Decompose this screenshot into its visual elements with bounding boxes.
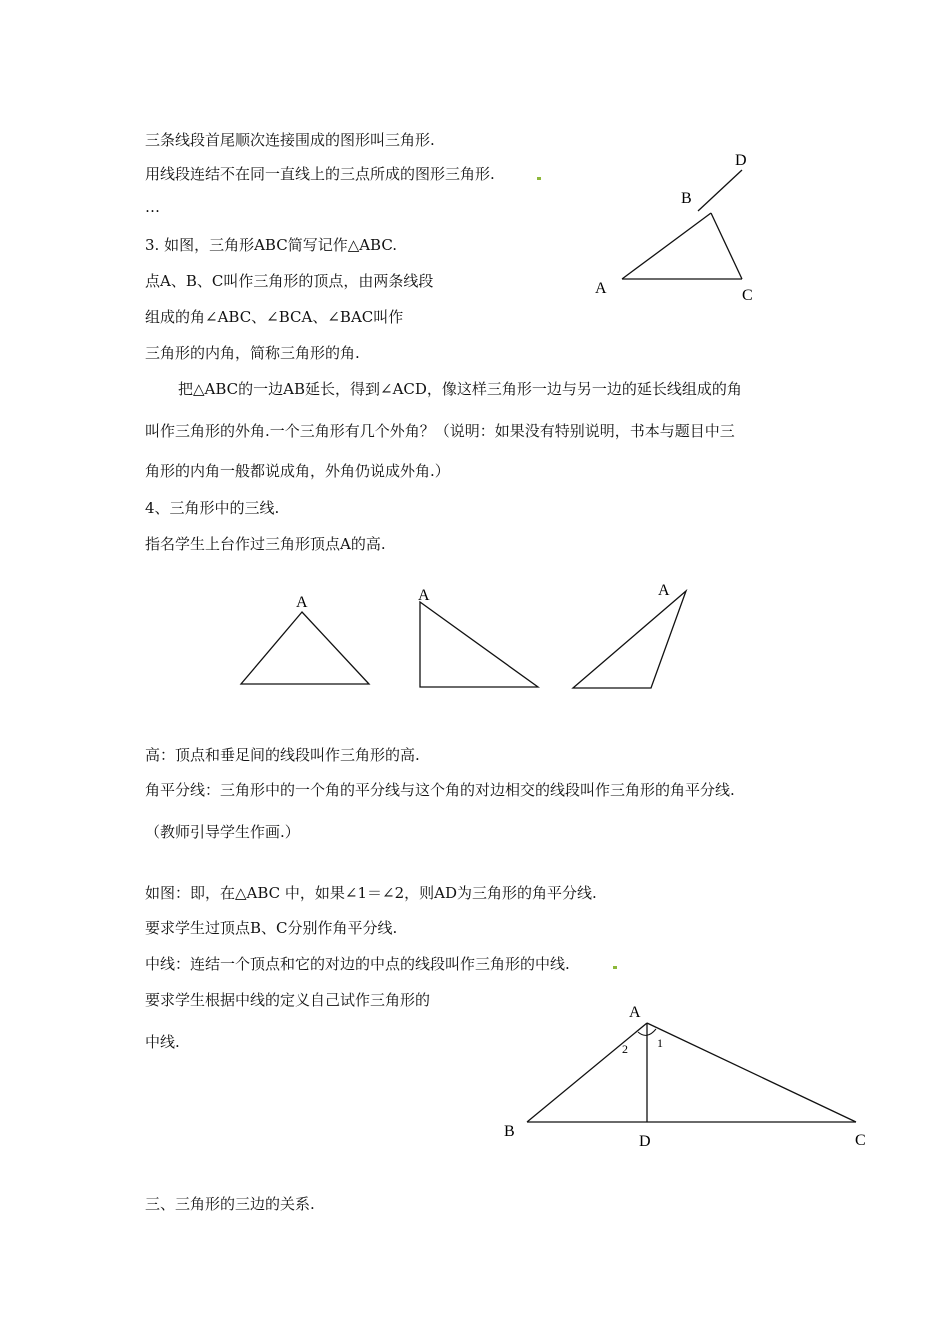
text-line: 组成的角∠ABC、∠BCA、∠BAC叫作 xyxy=(145,308,404,326)
text-line: 中线. xyxy=(145,1033,180,1051)
label-d: D xyxy=(735,152,747,169)
triangle-acute xyxy=(241,612,369,684)
text-line: 指名学生上台作过三角形顶点A的高. xyxy=(145,535,386,553)
text-line: 把△ABC的一边AB延长，得到∠ACD，像这样三角形一边与另一边的延长线组成的角 xyxy=(178,380,742,398)
text-line: 4、三角形中的三线. xyxy=(145,499,280,517)
triangle-obtuse xyxy=(573,591,686,688)
text-line: 高：顶点和垂足间的线段叫作三角形的高. xyxy=(145,746,420,764)
label-a: A xyxy=(658,582,670,599)
green-mark xyxy=(613,966,617,969)
label-c: C xyxy=(855,1132,866,1149)
figure-angle-bisector xyxy=(495,1000,880,1155)
text-line: 3. 如图，三角形ABC简写记作△ABC. xyxy=(145,236,398,254)
side-ab xyxy=(622,213,711,279)
text-line: 三条线段首尾顺次连接围成的图形叫三角形. xyxy=(145,131,435,149)
label-angle-2: 2 xyxy=(622,1042,628,1056)
text-line: 角平分线：三角形中的一个角的平分线与这个角的对边相交的线段叫作三角形的角平分线. xyxy=(145,781,735,799)
side-bc xyxy=(711,213,742,279)
text-line: 要求学生根据中线的定义自己试作三角形的 xyxy=(145,991,431,1009)
side-ac xyxy=(647,1023,856,1122)
extension-bd xyxy=(698,170,742,211)
text-line: 叫作三角形的外角.一个三角形有几个外角？（说明：如果没有特别说明，书本与题目中三 xyxy=(145,422,735,440)
label-d: D xyxy=(639,1133,651,1150)
figure-three-triangles xyxy=(230,578,700,698)
text-line: 用线段连结不在同一直线上的三点所成的图形三角形. xyxy=(145,165,495,183)
text-line: 点A、B、C叫作三角形的顶点，由两条线段 xyxy=(145,272,434,290)
side-ab xyxy=(527,1023,647,1122)
text-line: 如图：即，在△ABC 中，如果∠1＝∠2，则AD为三角形的角平分线. xyxy=(145,884,597,902)
green-mark xyxy=(537,177,541,180)
text-line: 要求学生过顶点B、C分别作角平分线. xyxy=(145,919,398,937)
label-b: B xyxy=(681,190,692,207)
label-a: A xyxy=(595,280,607,297)
text-line: … xyxy=(145,198,160,216)
text-line: 中线：连结一个顶点和它的对边的中点的线段叫作三角形的中线. xyxy=(145,955,570,973)
label-a: A xyxy=(629,1004,641,1021)
label-b: B xyxy=(504,1123,515,1140)
text-line: 三角形的内角，简称三角形的角. xyxy=(145,344,360,362)
figure-triangle-exterior-angle xyxy=(580,145,780,315)
label-angle-1: 1 xyxy=(657,1036,663,1050)
text-line: （教师引导学生作画.） xyxy=(145,823,300,841)
text-line: 角形的内角一般都说成角，外角仍说成外角.） xyxy=(145,462,450,480)
text-line: 三、三角形的三边的关系. xyxy=(145,1195,315,1213)
label-a: A xyxy=(418,587,430,604)
triangle-right xyxy=(420,602,538,687)
label-c: C xyxy=(742,287,753,304)
label-a: A xyxy=(296,594,308,611)
